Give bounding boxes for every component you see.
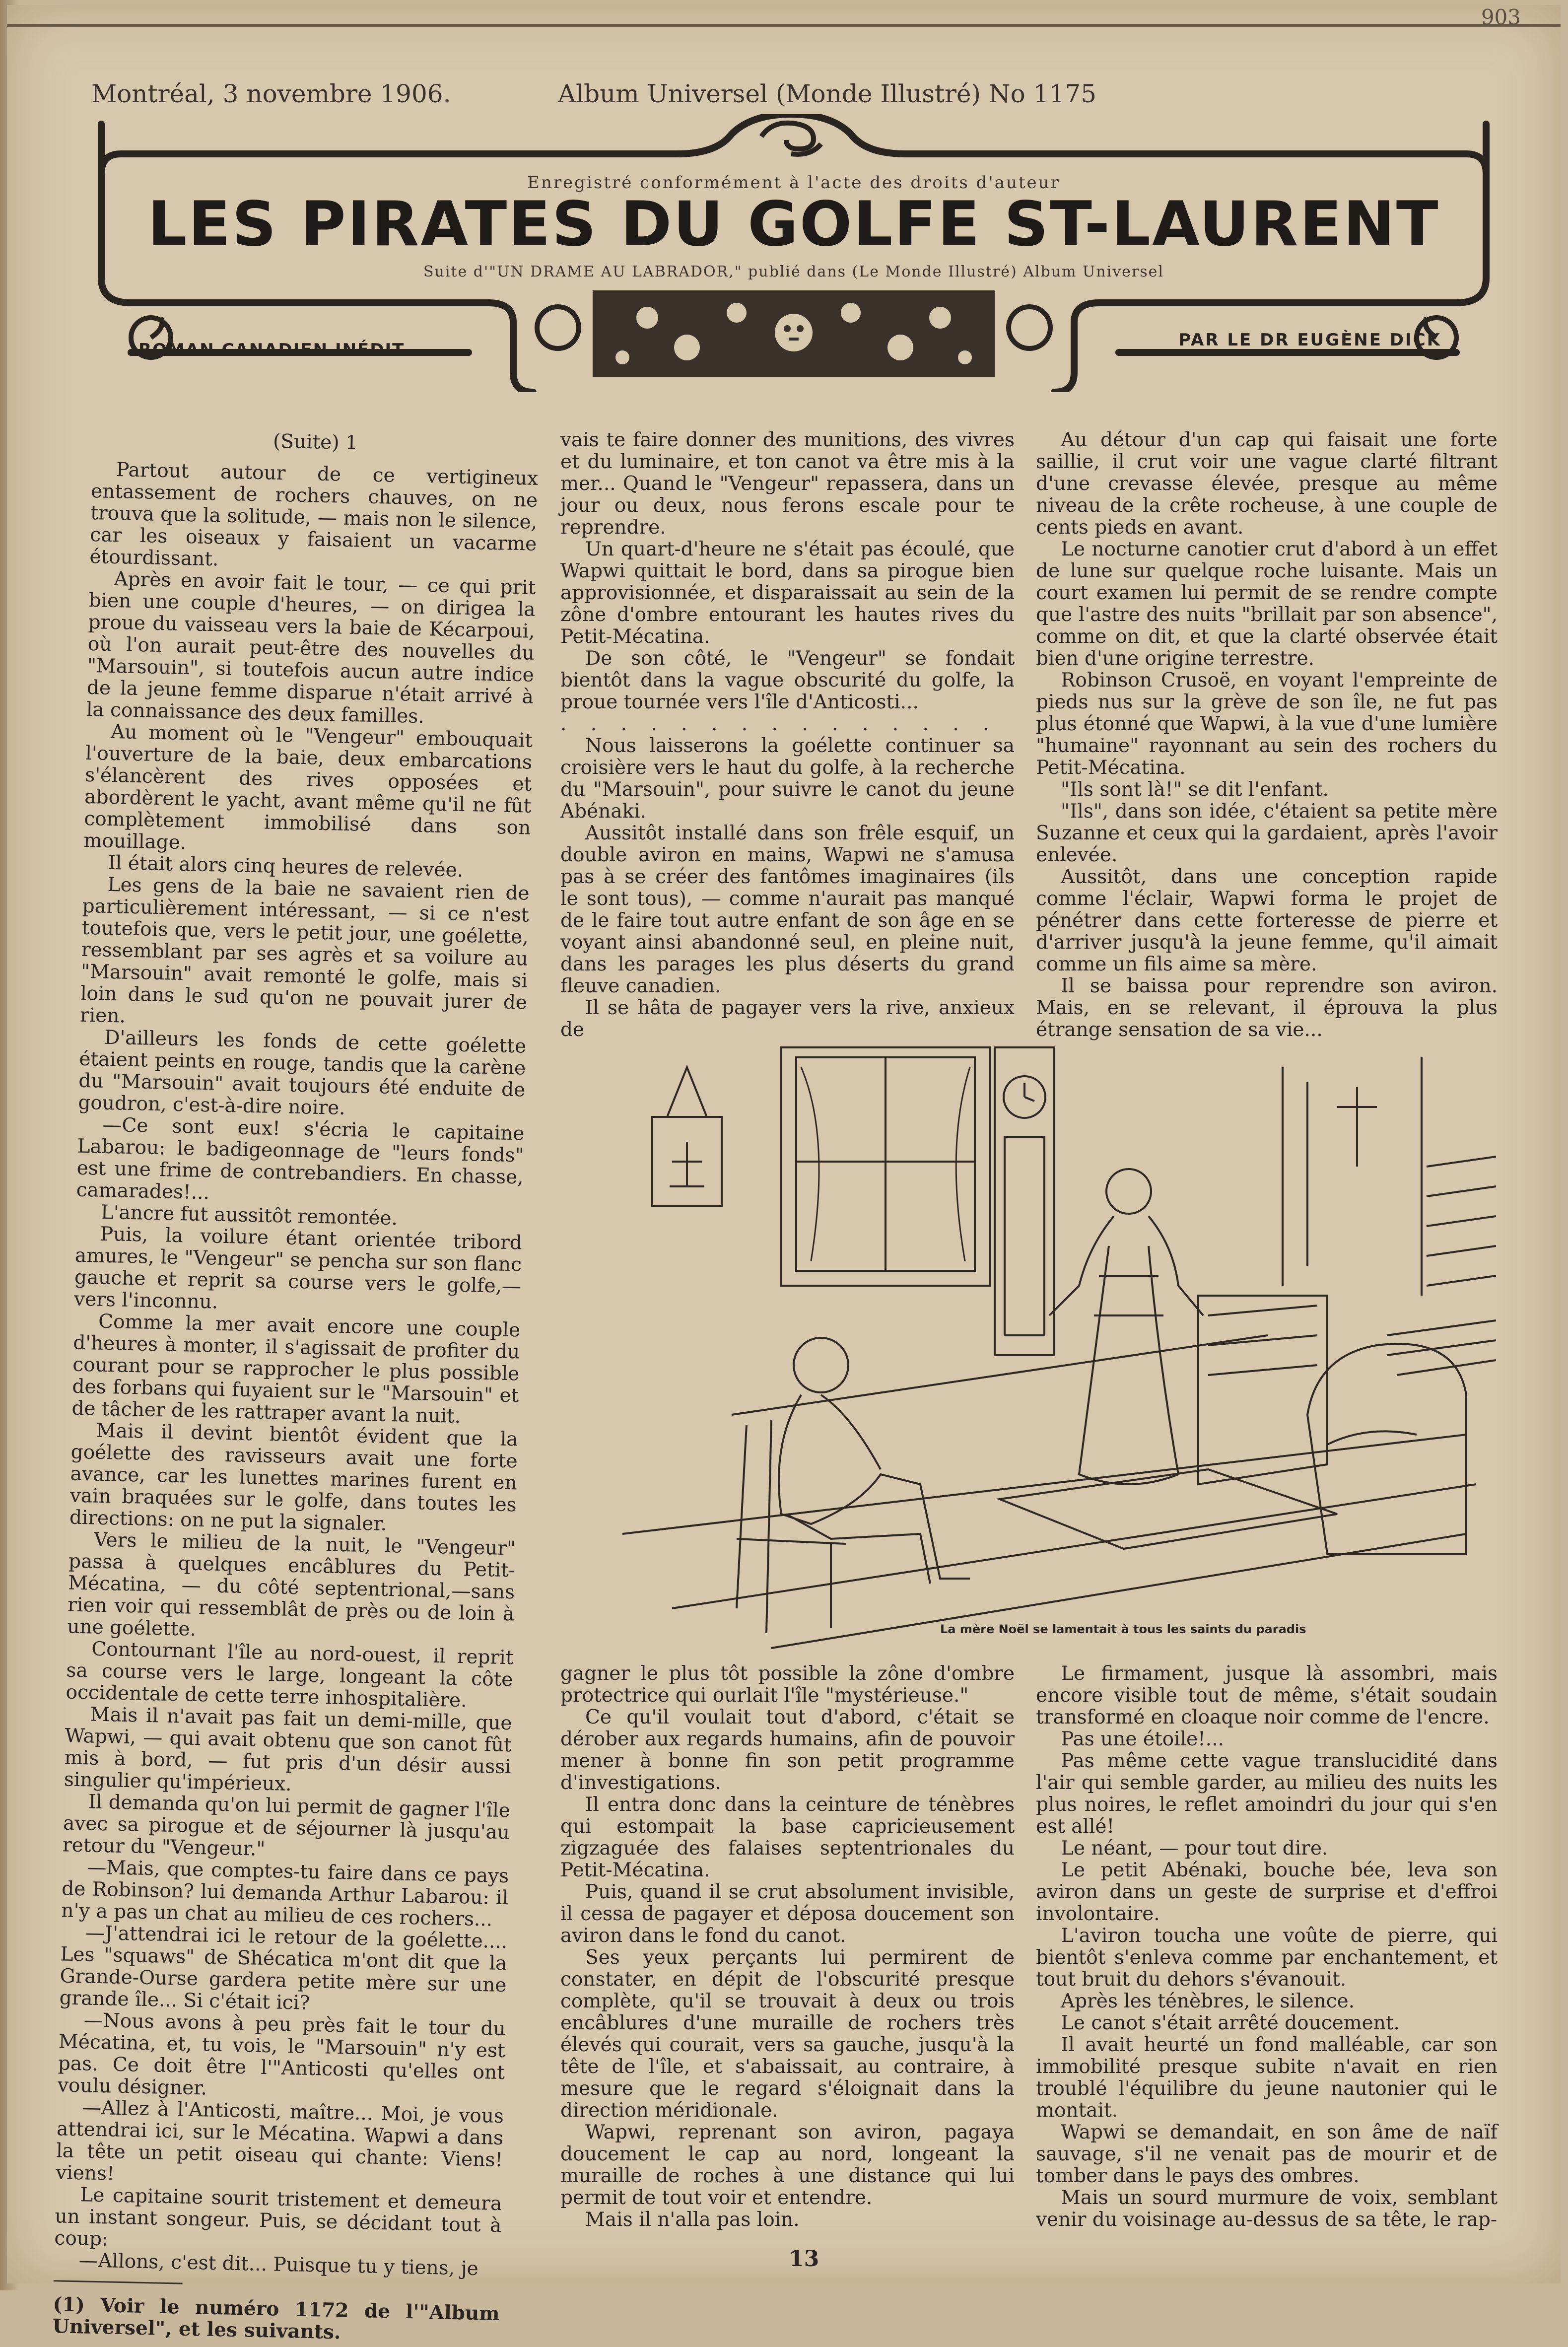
paragraph: Mais un sourd murmure de voix, semblant venir du voisinage au-dessus de sa tête, le rap- — [1036, 2187, 1498, 2231]
paragraph: Après en avoir fait le tour, — ce qui prit bien une couple d'heures, — on dirigea la proue du vaisseau vers la baie de Kécarpoui, où l'on aurait peut-être des nouvelles du "Marsouin", si toutefois aucun autre indice de la jeune femme disparue n'était arrivé à la connaissance des deux familles. — [86, 567, 536, 728]
paragraph: Il demanda qu'on lui permit de gagner l'île avec sa pirogue et de séjourner là jusqu'au retour du "Vengeur." — [62, 1791, 511, 1861]
paragraph: L'ancre fut aussitôt remontée. — [100, 1201, 398, 1230]
paragraph: —Nous avons à peu près fait le tour du Mécatina, et, tu vois, le "Marsouin" n'y est pas. Ce doit être l'"Anticosti qu'elles ont voulu désigner. — [57, 2009, 506, 2100]
paragraph: —Mais, que comptes-tu faire dans ce pays de Robinson? lui demanda Arthur Labarou: il n'y a pas un chat au milieu de ces rochers... — [61, 1856, 509, 1931]
paragraph: Le nocturne canotier crut d'abord à un effet de lune sur quelque roche luisante. Mais un court examen lui permit de se rendre compte que l'astre des nuits "brillait par son absence", comme on dit, et que la clarté observée était bien d'une origine terrestre. — [1036, 538, 1498, 670]
paragraph: gagner le plus tôt possible la zône d'ombre protectrice qui ourlait l'île "mystérieuse." — [560, 1662, 1015, 1707]
page-number: 13 — [789, 2246, 819, 2272]
page-number-top: 903 — [1481, 5, 1521, 29]
interior-scene-image — [622, 1037, 1496, 1653]
top-rule — [7, 24, 1561, 27]
paragraph: Le néant, — pour tout dire. — [1061, 1837, 1328, 1860]
paragraph: Aussitôt, dans une conception rapide comme l'éclair, Wapwi forma le projet de pénétrer dans cette forteresse de pierre et d'arriver jusqu'à la jeune femme, qu'il aimait comme un fils aime sa mère. — [1036, 866, 1498, 975]
paragraph: Comme la mer avait encore une couple d'heures à monter, il s'agissait de profiter du courant pour se rapprocher le plus possible des forbans qui fuyaient sur le "Marsouin" et de tâcher de les rattraper avant la nuit. — [71, 1310, 521, 1428]
issue-date: Montréal, 3 novembre 1906. — [91, 79, 451, 108]
paragraph: Au moment où le "Vengeur" embouquait l'ouverture de la baie, deux embarcations s'élancèrent des rives opposées et abordèrent le yacht, avant même qu'il ne fût complètement immobilisé dans son mouillage. — [83, 720, 533, 854]
paragraph: —Allons, c'est dit... Puisque tu y tiens, je — [78, 2249, 479, 2280]
paragraph: Vers le milieu de la nuit, le "Vengeur" passa à quelques encâblures du Petit-Mécatina, — du côté septentrional,—sans rien voir qui ressemblât de près ou de loin à une goélette. — [67, 1528, 516, 1641]
paragraph: "Ils sont là!" se dit l'enfant. — [1061, 778, 1329, 801]
column-2-top — [560, 429, 1015, 1041]
paragraph: vais te faire donner des munitions, des vivres et du luminaire, et ton canot va être mis à la mer... Quand le "Vengeur" repassera, dans un jour ou deux, nous ferons escale pour te reprendre. — [560, 429, 1015, 539]
copyright-notice: Enregistré conformément à l'acte des droits d'auteur — [527, 173, 1060, 193]
engraving-illustration — [622, 1037, 1496, 1653]
paragraph: —Allez à l'Anticosti, maître... Moi, je vous attendrai ici, sur le Mécatina. Wapwi a dans la tête un petit oiseau qui chante: Viens! viens! — [55, 2096, 504, 2185]
paragraph: Il avait heurté un fond malléable, car son immobilité presque subite n'avait en rien troublé l'équilibre du jeune nautonier qui le montait. — [1036, 2034, 1498, 2122]
footnote: (1) Voir le numéro 1172 de l'"Album Universel", et les suivants. — [52, 2293, 500, 2344]
paragraph: Robinson Crusoë, en voyant l'empreinte de pieds nus sur la grève de son île, ne fut pas plus étonné que Wapwi, à la vue d'une lumière "humaine" rayonnant au sein des rochers du Petit-Mécatina. — [1036, 669, 1498, 779]
author-byline: PAR LE DR EUGÈNE DICK — [1178, 330, 1441, 350]
paragraph: De son côté, le "Vengeur" se fondait bientôt dans la vague obscurité du golfe, la proue tournée vers l'île d'Anticosti... — [560, 647, 1015, 713]
paragraph: Le canot s'était arrêté doucement. — [1061, 2012, 1400, 2034]
paragraph: Les gens de la baie ne savaient rien de particulièrement intéressant, — si ce n'est toutefois que, vers le petit jour, une goélette, ressemblant par ses agrès et sa voilure au "Marsouin" avait remonté le golfe, mais si loin dans le sud qu'on ne pouvait jurer de rien. — [79, 873, 530, 1028]
paragraph: Pas une étoile!... — [1061, 1728, 1224, 1750]
paragraph: Puis, quand il se crut absolument invisible, il cessa de pagayer et déposa doucement son aviron dans le fond du canot. — [560, 1881, 1015, 1947]
newspaper-page — [7, 5, 1561, 2344]
paragraph: Après les ténèbres, le silence. — [1061, 1990, 1355, 2012]
paragraph: L'aviron toucha une voûte de pierre, qui bientôt s'enleva comme par enchantement, et tout bruit du dehors s'évanouit. — [1036, 1925, 1498, 1991]
paragraph: —J'attendrai ici le retour de la goélette.... Les "squaws" de Shécatica m'ont dit que la Grande-Ourse gardera petite mère sur une grande île... Si c'était ici? — [59, 1922, 508, 2014]
genre-label: ROMAN CANADIEN INÉDIT — [138, 340, 405, 360]
paragraph: Mais il devint bientôt évident que la goélette des ravisseurs avait une forte avance, car les lunettes marines furent en vain braquées sur le golfe, dans toutes les directions: on ne put la signaler. — [69, 1419, 518, 1535]
paragraph: Aussitôt installé dans son frêle esquif, un double aviron en mains, Wapwi ne s'amusa pas à se créer des fantômes imaginaires (ils le sont tous), — comme n'aurait pas manqué de le faire tout autre enfant de son âge en se voyant ainsi abandonné seul, en pleine nuit, dans les parages les plus déserts du grand fleuve canadien. — [560, 822, 1015, 997]
paragraph: Il était alors cinq heures de relevée. — [108, 851, 464, 882]
paragraph: Contournant l'île au nord-ouest, il reprit sa course vers le large, longeant la côte occidentale de cette terre inhospitalière. — [66, 1638, 514, 1712]
publication-name: Album Universel (Monde Illustré) No 1175 — [558, 79, 1096, 108]
paragraph: Il se hâta de pagayer vers la rive, anxieux de — [560, 997, 1015, 1041]
paragraph: Il entra donc dans la ceinture de ténèbres qui estompait la base capricieusement zigzaguée des falaises septentrionales du Petit-Mécatina. — [560, 1794, 1015, 1881]
paragraph: Partout autour de ce vertigineux entassement de rochers chauves, on ne trouva que la solitude, — mais non le silence, car les oiseaux y faisaient un vacarme étourdissant. — [89, 459, 539, 571]
paragraph: Mais il n'avait pas fait un demi-mille, que Wapwi, — qui avait obtenu que son canot fût mis à bord, — fut pris d'un désir aussi singulier qu'impérieux. — [64, 1703, 512, 1796]
paragraph: Un quart-d'heure ne s'était pas écoulé, que Wapwi quittait le bord, dans sa pirogue bien approvisionnée, et disparaissait au sein de la zône d'ombre entourant les hautes rives du Petit-Mécatina. — [560, 538, 1015, 648]
paragraph: Au détour d'un cap qui faisait une forte saillie, il crut voir une vague clarté filtrant d'une crevasse élevée, presque au même niveau de la crête rocheuse, à une couple de cents pieds en avant. — [1036, 429, 1498, 539]
column-1 — [52, 427, 539, 2347]
paragraph: Pas même cette vague translucidité dans l'air qui semble garder, au milieu des nuits les plus noires, le reflet amoindri du jour qui s'en est allé! — [1036, 1750, 1498, 1838]
suite-marker: (Suite) 1 — [273, 430, 358, 455]
section-break: . . . . . . . . . . . . . . . — [560, 713, 998, 735]
column-3-top — [1036, 429, 1498, 1041]
dateline — [91, 79, 1486, 114]
paragraph: D'ailleurs les fonds de cette goélette étaient peints en rouge, tandis que la carène du "Marsouin" avait toujours été enduite de goudron, c'est-à-dire noire. — [78, 1026, 527, 1119]
title-banner — [91, 114, 1496, 392]
illustration-caption: La mère Noël se lamentait à tous les saints du paradis — [940, 1622, 1306, 1636]
paragraph: Wapwi se demandait, en son âme de naïf sauvage, s'il ne venait pas de mourir et de tomber dans le pays des ombres. — [1036, 2121, 1498, 2187]
paragraph: Mais il n'alla pas loin. — [585, 2209, 800, 2231]
paragraph: Puis, la voilure étant orientée tribord amures, le "Vengeur" se pencha sur son flanc gauche et reprit sa course vers le golfe,—vers l'inconnu. — [73, 1223, 523, 1313]
paragraph: Ses yeux perçants lui permirent de constater, en dépit de l'obscurité presque complète, qu'il se trouvait à deux ou trois encâblures d'une muraille de rochers très élevés qui courait, vers sa gauche, jusqu'à la tête de l'île, et s'abaissait, au contraire, à mesure que le regard s'éloignait dans la direction méridionale. — [560, 1946, 1015, 2122]
footnote-rule — [54, 2280, 183, 2284]
paragraph: Le firmament, jusque là assombri, mais encore visible tout de même, s'était soudain transformé en cloaque noir comme de l'encre. — [1036, 1662, 1498, 1728]
paragraph: —Ce sont eux! s'écria le capitaine Labarou: le badigeonnage de "leurs fonds" est une frime de contrebandiers. En chasse, camarades!... — [76, 1113, 525, 1204]
paragraph: Nous laisserons la goélette continuer sa croisière vers le haut du golfe, à la recherche du "Marsouin", pour suivre le canot du jeune Abénaki. — [560, 735, 1015, 823]
story-title: LES PIRATES DU GOLFE ST-LAURENT — [147, 189, 1440, 260]
column-3-bottom — [1036, 1663, 1498, 2231]
story-subtitle: Suite d'"UN DRAME AU LABRADOR," publié dans (Le Monde Illustré) Album Universel — [423, 263, 1164, 280]
paragraph: Le petit Abénaki, bouche bée, leva son aviron dans un geste de surprise et d'effroi involontaire. — [1036, 1859, 1498, 1925]
paragraph: "Ils", dans son idée, c'étaient sa petite mère Suzanne et ceux qui la gardaient, après l'avoir enlevée. — [1036, 800, 1498, 866]
paragraph: Il se baissa pour reprendre son aviron. Mais, en se relevant, il éprouva la plus étrange sensation de sa vie... — [1036, 975, 1498, 1041]
paragraph: Wapwi, reprenant son aviron, pagaya doucement le cap au nord, longeant la muraille de roches à une distance qui lui permit de tout voir et entendre. — [560, 2121, 1015, 2209]
paragraph: Le capitaine sourit tristement et demeura un instant songeur. Puis, se décidant tout à coup: — [54, 2184, 502, 2251]
column-2-bottom — [560, 1663, 1015, 2231]
paragraph: Ce qu'il voulait tout d'abord, c'était se dérober aux regards humains, afin de pouvoir mener à bonne fin son petit programme d'investigations. — [560, 1706, 1015, 1794]
